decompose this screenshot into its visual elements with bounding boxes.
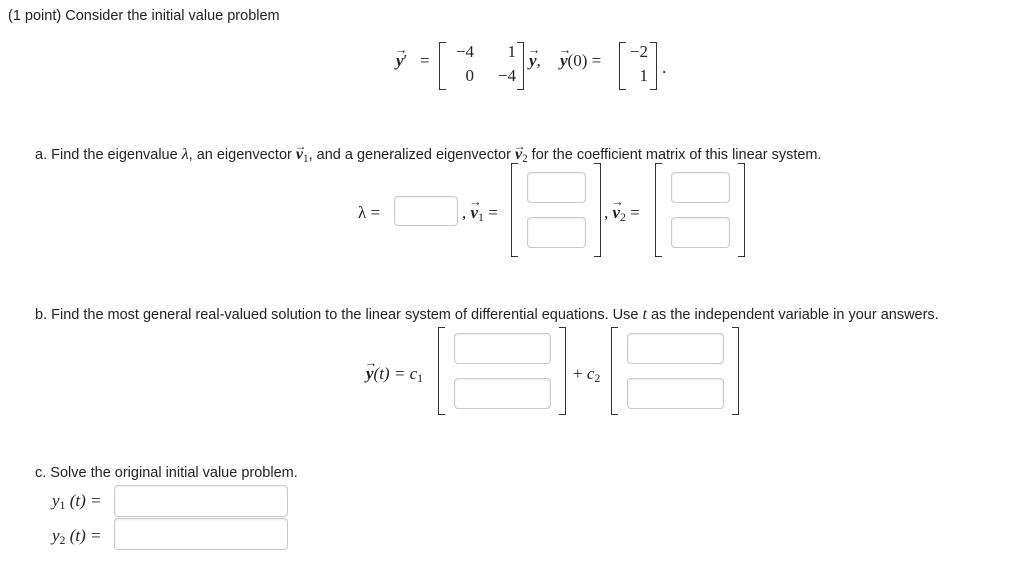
v1-label: , → $v_1$ = (462, 203, 498, 223)
lambda-symbol: λ (181, 146, 189, 163)
b-vec2-right-bracket (732, 327, 739, 415)
y2-label: $y_2$ (t) = (52, 526, 102, 547)
b-vec1-bottom-input[interactable] (454, 378, 551, 409)
v2-left-bracket (655, 163, 662, 257)
points-label: (1 point) (8, 8, 62, 24)
ic-vector-entry: −2 (629, 42, 648, 61)
v2-symbol: → $v_2$ (515, 146, 528, 163)
matrix-right-bracket (517, 42, 524, 90)
v2-bottom-input[interactable] (671, 217, 730, 248)
part-b-instructions: b. Find the most general real-valued solution to the linear system of differential equations. Use t as the independent variable in your answers. (35, 306, 939, 323)
y-prime-symbol: → y′ (396, 51, 407, 71)
v2-top-input[interactable] (671, 172, 730, 203)
v1-symbol: → $v_1$ (296, 146, 309, 163)
b-vec2-bottom-input[interactable] (627, 378, 724, 409)
initial-condition-label: → y(0) = (560, 51, 601, 71)
lambda-label: λ = (358, 203, 381, 222)
c2-term-label: + $c_2$ (573, 364, 601, 385)
general-solution-label: → $y(t) = c_1$ (366, 364, 423, 384)
matrix-cell: −4 (455, 42, 474, 61)
v1-right-bracket (594, 163, 601, 257)
ic-right-bracket (650, 42, 657, 90)
v2-label: , → $v_2$ = (604, 203, 640, 223)
ic-vector-entry: 1 (639, 66, 648, 85)
part-a-instructions: a. Find the eigenvalue λ, an eigenvector → $v_1$, and a generalized eigenvector → $v_2$ for the coefficient matrix of this linear system. (35, 146, 822, 164)
ivp-period: . (662, 58, 667, 77)
matrix-cell: 0 (465, 66, 474, 85)
v1-top-input[interactable] (527, 172, 586, 203)
y2-input[interactable] (114, 518, 288, 550)
v1-bottom-input[interactable] (527, 217, 586, 248)
matrix-cell: −4 (497, 66, 516, 85)
b-vec1-top-input[interactable] (454, 333, 551, 364)
v1-left-bracket (511, 163, 518, 257)
lambda-input[interactable] (394, 196, 458, 226)
b-vec1-left-bracket (438, 327, 445, 415)
v2-right-bracket (738, 163, 745, 257)
b-vec1-right-bracket (559, 327, 566, 415)
problem-prompt: Consider the initial value problem (65, 8, 280, 24)
y1-label: $y_1$ (t) = (52, 491, 102, 512)
b-vec2-left-bracket (611, 327, 618, 415)
t-variable: t (642, 306, 647, 323)
part-c-instructions: c. Solve the original initial value problem. (35, 465, 298, 481)
ivp-equals: = (420, 51, 430, 70)
y-vector-symbol: → y, (529, 51, 541, 71)
y1-input[interactable] (114, 485, 288, 517)
b-vec2-top-input[interactable] (627, 333, 724, 364)
matrix-cell: 1 (507, 42, 516, 61)
problem-header (8, 8, 280, 24)
